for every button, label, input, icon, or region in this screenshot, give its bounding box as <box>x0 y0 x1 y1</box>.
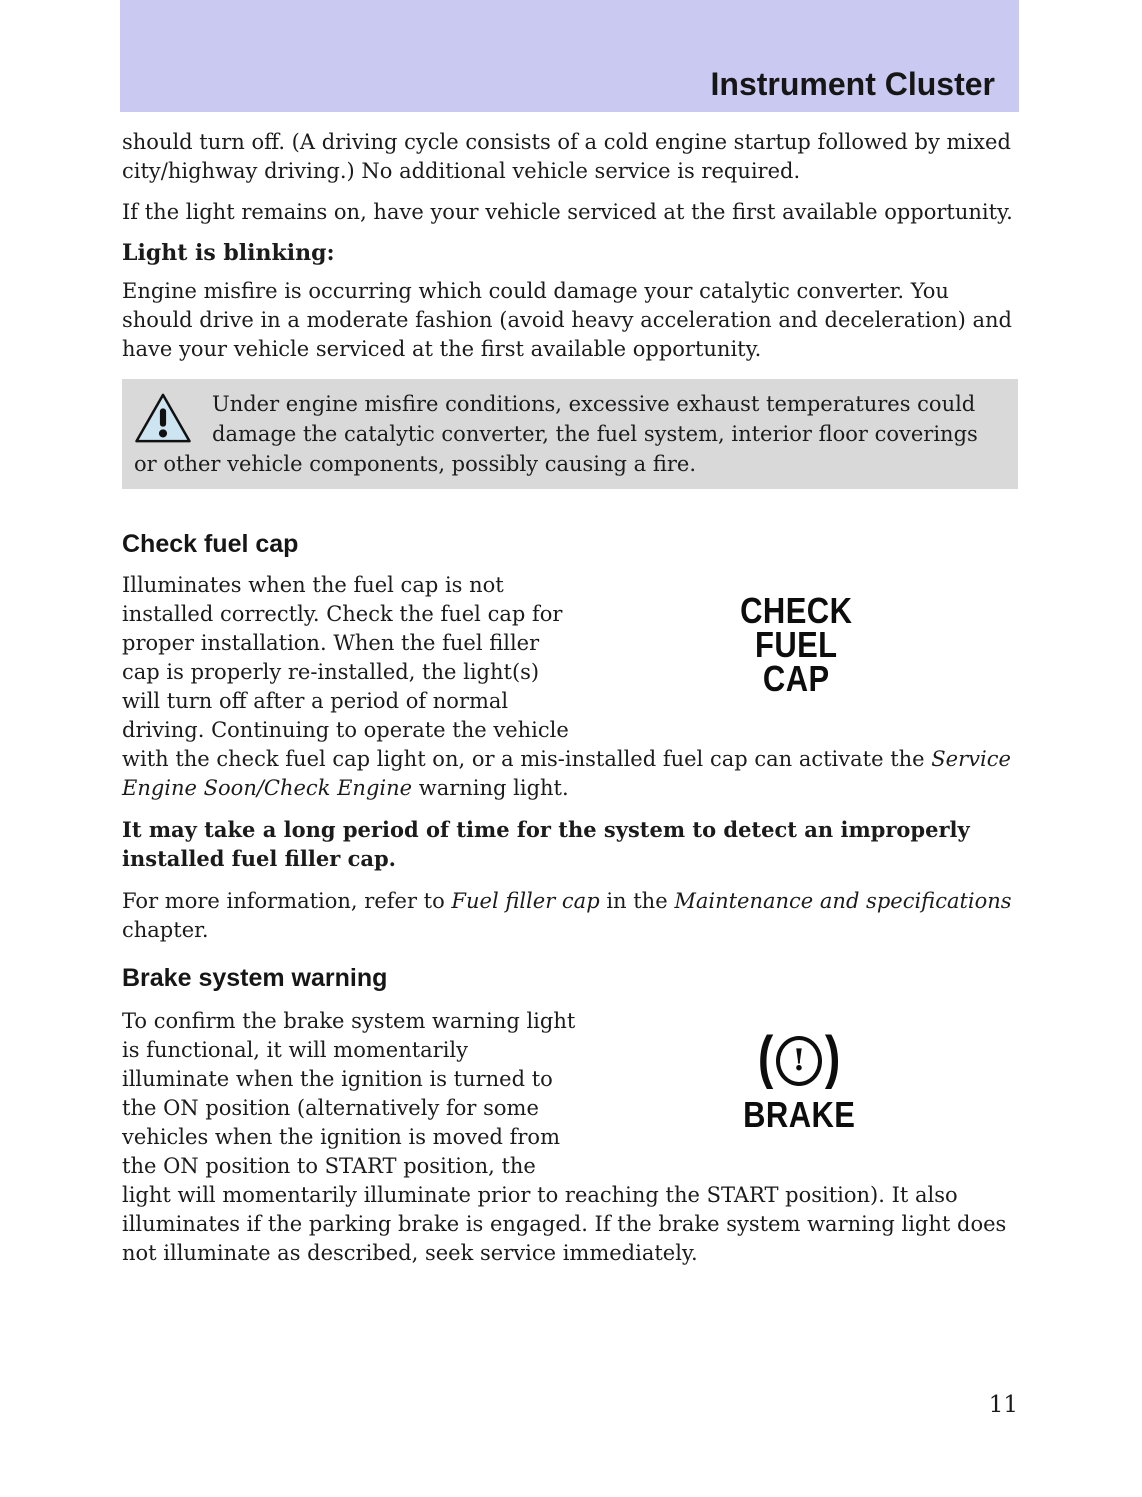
more-info-italic-2: Maintenance and specifications <box>674 889 1012 913</box>
brake-indicator <box>580 1007 1018 1154</box>
brake-exclamation-circle: ! <box>776 1036 822 1086</box>
check-fuel-cap-text-run-1: Illuminates when the fuel cap is not installed correctly. Check the fuel cap for proper installation. When the fuel filler cap is properly re-installed, the light(s) will turn off after a period of normal driving. Continuing to operate the vehicle with the check fuel cap light on, or a mis-installed fuel cap can activate the <box>122 573 932 771</box>
check-fuel-cap-text-italic: Service Engine Soon/Check Engine <box>122 747 1011 800</box>
header-band <box>120 0 1019 112</box>
caution-text: Under engine misfire conditions, excessive exhaust temperatures could damage the catalytic converter, the fuel system, interior floor coverings or other vehicle components, possibly causing a fire. <box>134 392 978 476</box>
brake-paren-right: ) <box>824 1024 841 1090</box>
page-number: 11 <box>988 1392 1018 1418</box>
page-title: Instrument Cluster <box>710 66 995 102</box>
brake-warning-icon <box>756 1024 843 1093</box>
check-fuel-cap-indicator-line-2: FUEL <box>755 623 838 665</box>
check-fuel-cap-heading: Check fuel cap <box>122 530 299 558</box>
more-info-run-3: chapter. <box>122 918 209 942</box>
warning-triangle-icon <box>134 392 192 444</box>
more-info-run-1: For more information, refer to <box>122 889 452 913</box>
fuel-cap-more-info <box>122 887 1018 945</box>
brake-warning-text: To confirm the brake system warning light is functional, it will momentarily illuminate when the ignition is turned to the ON position (alternatively for some vehicles when the ignition is moved from the ON position to START position, the light will momentarily illuminate prior to reaching the START position). It also illuminates if the parking brake is engaged. If the brake system warning light does not illuminate as described, seek service immediately. <box>122 1009 1007 1265</box>
light-blinking-paragraph: Engine misfire is occurring which could damage your catalytic converter. You should drive in a moderate fashion (avoid heavy acceleration and deceleration) and have your vehicle serviced at the first available opportunity. <box>122 279 1012 361</box>
page-content <box>122 128 1018 1280</box>
intro-paragraph-2: If the light remains on, have your vehicle serviced at the first available opportunity. <box>122 200 1013 224</box>
more-info-run-2: in the <box>599 889 675 913</box>
check-fuel-cap-indicator-line-3: CAP <box>763 657 830 699</box>
check-fuel-cap-text-run-2: warning light. <box>412 776 569 800</box>
more-info-italic-1: Fuel filler cap <box>451 889 600 913</box>
check-fuel-cap-indicator <box>575 571 1018 718</box>
brake-paren-left: ( <box>757 1024 774 1090</box>
fuel-cap-bold-note: It may take a long period of time for the system to detect an improperly installed fuel filler cap. <box>122 817 970 871</box>
caution-box <box>122 379 1018 489</box>
light-blinking-heading: Light is blinking: <box>122 240 335 266</box>
brake-warning-paragraph <box>122 1007 1018 1268</box>
brake-warning-heading: Brake system warning <box>122 964 388 992</box>
check-fuel-cap-paragraph <box>122 571 1018 803</box>
intro-paragraph-1: should turn off. (A driving cycle consists of a cold engine startup followed by mixed city/highway driving.) No additional vehicle service is required. <box>122 130 1011 183</box>
check-fuel-cap-indicator-line-1: CHECK <box>740 589 853 631</box>
brake-indicator-label: BRAKE <box>742 1093 856 1135</box>
